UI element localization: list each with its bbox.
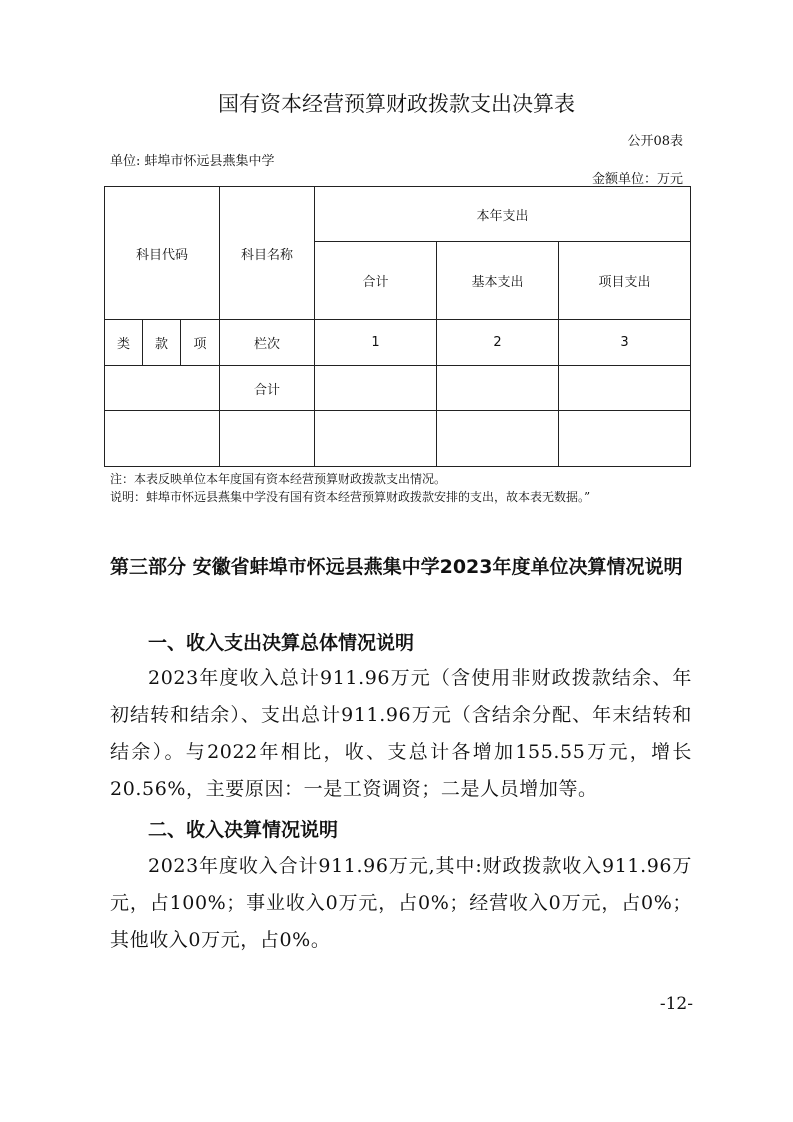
empty-row-total [315,411,437,467]
part-heading: 第三部分 安徽省蚌埠市怀远县燕集中学2023年度单位决算情况说明 [110,556,683,578]
row-index-label: 栏次 [220,320,315,366]
header-project-expense: 项目支出 [559,242,691,320]
column-index-1: 1 [315,320,437,366]
column-index-2: 2 [437,320,559,366]
empty-row-code [105,411,220,467]
total-row-total [315,366,437,411]
table-explanation: 说明：蚌埠市怀远县燕集中学没有国有资本经营预算财政拨款安排的支出，故本表无数据。” [110,490,591,504]
header-subject-name: 科目名称 [220,187,315,320]
header-total: 合计 [315,242,437,320]
paragraph-1: 2023年度收入总计911.96万元（含使用非财政拨款结余、年初结转和结余）、支出总计911.96万元（含结余分配、年末结转和结余）。与2022年相比，收、支总计各增加155.55万元，增长20.56%，主要原因：一是工资调资；二是人员增加等。 [110,667,692,800]
document-title: 国有资本经营预算财政拨款支出决算表 [218,92,575,116]
subheader-xiang: 项 [181,320,220,366]
total-row-basic [437,366,559,411]
page-number: -12- [659,994,693,1014]
column-index-3: 3 [559,320,691,366]
section-heading-1: 一、收入支出决算总体情况说明 [148,632,415,654]
subheader-lei: 类 [105,320,143,366]
total-row-label: 合计 [220,366,315,411]
amount-unit: 金额单位：万元 [591,172,683,187]
total-row-project [559,366,691,411]
header-subject-code: 科目代码 [105,187,220,320]
empty-row-basic [437,411,559,467]
section-heading-2: 二、收入决算情况说明 [148,819,339,841]
unit-line: 单位: 蚌埠市怀远县燕集中学 [110,154,275,169]
paragraph-2: 2023年度收入合计911.96万元,其中:财政拨款收入911.96万元，占100%；事业收入0万元，占0%；经营收入0万元，占0%；其他收入0万元，占0%。 [110,855,692,951]
table-note: 注：本表反映单位本年度国有资本经营预算财政拨款支出情况。 [110,472,447,486]
form-number: 公开08表 [627,134,683,149]
total-row-code [105,366,220,411]
empty-row-name [220,411,315,467]
header-year-expense: 本年支出 [315,187,691,242]
budget-table [104,186,691,467]
header-basic-expense: 基本支出 [437,242,559,320]
subheader-kuan: 款 [143,320,181,366]
empty-row-project [559,411,691,467]
